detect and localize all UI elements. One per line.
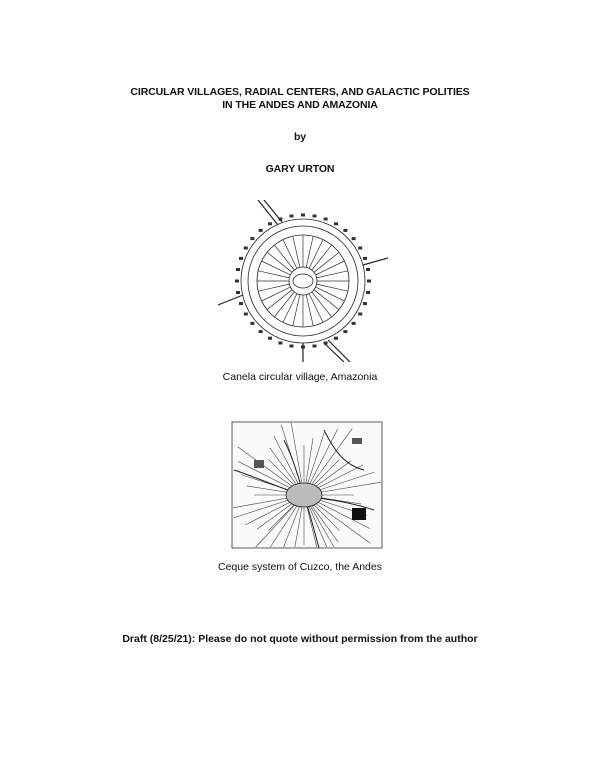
- paper-title-line-2: IN THE ANDES AND AMAZONIA: [222, 99, 378, 111]
- draft-notice: Draft (8/25/21): Please do not quote without permission from the author: [122, 633, 478, 645]
- figure-2-caption: Ceque system of Cuzco, the Andes: [217, 561, 382, 573]
- author-name: GARY URTON: [265, 163, 335, 175]
- figure-1-caption: Canela circular village, Amazonia: [222, 371, 378, 383]
- cuzco-ceque-map: [224, 410, 386, 560]
- byline: by: [293, 131, 307, 143]
- cuzco-ceque-figure: [224, 410, 386, 560]
- paper-title-line-1: CIRCULAR VILLAGES, RADIAL CENTERS, AND GALACTIC POLITIES: [130, 86, 470, 98]
- canela-village-diagram: [218, 200, 388, 362]
- canela-village-figure: [218, 200, 388, 362]
